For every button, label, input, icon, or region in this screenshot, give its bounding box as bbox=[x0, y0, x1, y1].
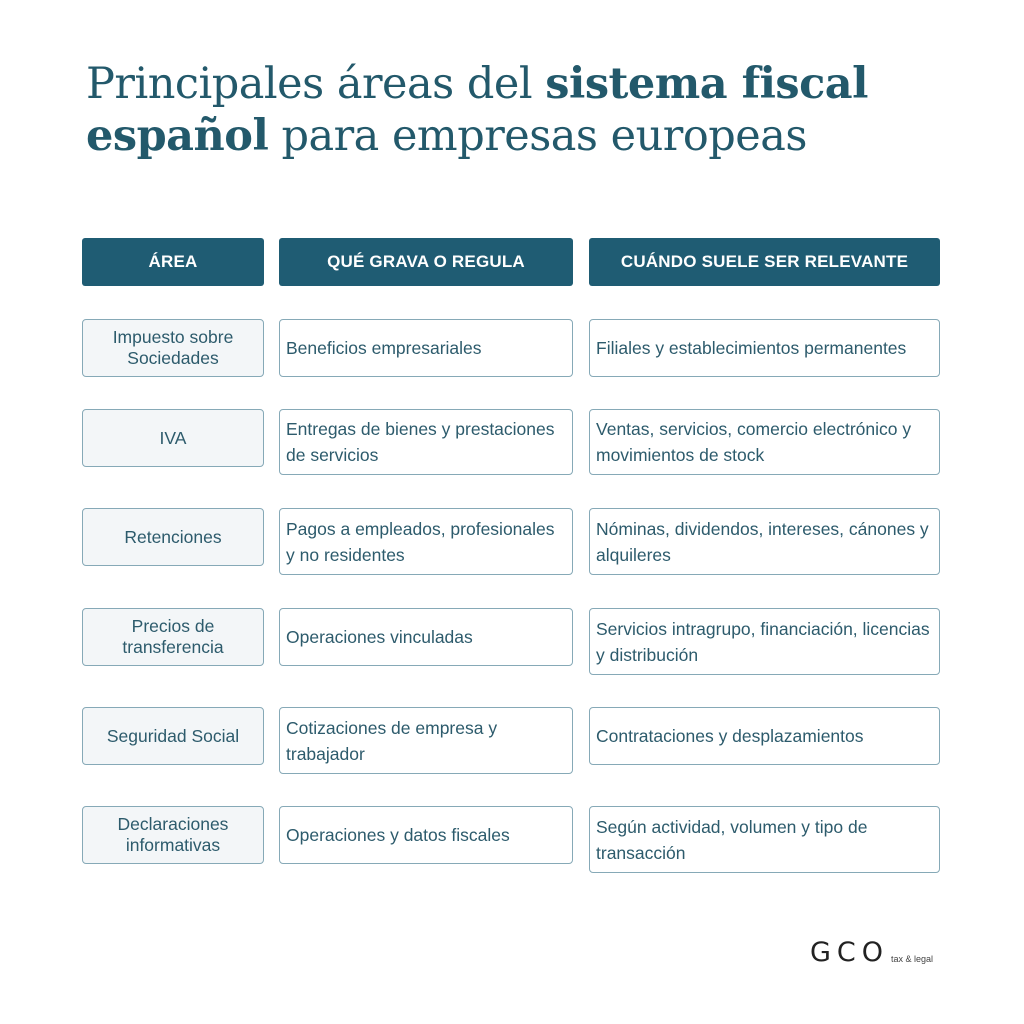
grava-cell bbox=[279, 707, 573, 774]
logo-mark: GCO bbox=[810, 937, 890, 968]
area-cell bbox=[82, 608, 264, 666]
relevante-text: Nóminas, dividendos, intereses, cánones y alquileres bbox=[596, 518, 929, 565]
header-cuando-relevante: CUÁNDO SUELE SER RELEVANTE bbox=[589, 238, 940, 286]
area-label: IVA bbox=[159, 427, 187, 448]
relevante-cell bbox=[589, 608, 940, 675]
grava-cell bbox=[279, 319, 573, 377]
area-label: Seguridad Social bbox=[106, 725, 240, 746]
relevante-cell bbox=[589, 319, 940, 377]
relevante-cell bbox=[589, 806, 940, 873]
grava-text: Beneficios empresariales bbox=[286, 338, 482, 358]
gco-logo bbox=[810, 938, 933, 968]
title-bold-2: español bbox=[86, 111, 269, 161]
area-label: Impuesto sobre Sociedades bbox=[112, 327, 234, 368]
relevante-text: Ventas, servicios, comercio electrónico y movimientos de stock bbox=[596, 419, 912, 465]
grava-text: Pagos a empleados, profesionales y no residentes bbox=[286, 518, 555, 565]
page-title bbox=[86, 58, 886, 162]
relevante-text: Filiales y establecimientos permanentes bbox=[596, 338, 907, 358]
title-part-2: para empresas europeas bbox=[268, 111, 807, 161]
area-label: Declaraciones informativas bbox=[117, 814, 229, 855]
grava-cell bbox=[279, 508, 573, 575]
relevante-cell bbox=[589, 508, 940, 575]
area-label: Retenciones bbox=[124, 526, 222, 547]
grava-cell bbox=[279, 806, 573, 864]
header-area: ÁREA bbox=[82, 238, 264, 286]
title-part-1: Principales áreas del bbox=[86, 59, 546, 109]
relevante-cell bbox=[589, 707, 940, 765]
area-cell bbox=[82, 508, 264, 566]
grava-text: Operaciones vinculadas bbox=[286, 627, 473, 647]
title-bold-1: sistema fiscal bbox=[545, 59, 869, 109]
logo-subtitle: tax & legal bbox=[891, 954, 934, 964]
grava-cell bbox=[279, 608, 573, 666]
area-cell bbox=[82, 319, 264, 377]
grava-text: Entregas de bienes y prestaciones de servicios bbox=[286, 419, 555, 465]
relevante-cell bbox=[589, 409, 940, 475]
relevante-text: Servicios intragrupo, financiación, licencias y distribución bbox=[596, 618, 930, 665]
header-que-grava: QUÉ GRAVA O REGULA bbox=[279, 238, 573, 286]
area-cell bbox=[82, 409, 264, 467]
relevante-text: Según actividad, volumen y tipo de transacción bbox=[596, 816, 868, 863]
area-label: Precios de transferencia bbox=[122, 616, 224, 657]
grava-text: Cotizaciones de empresa y trabajador bbox=[286, 717, 498, 764]
grava-cell bbox=[279, 409, 573, 475]
grava-text: Operaciones y datos fiscales bbox=[286, 825, 510, 845]
area-cell bbox=[82, 707, 264, 765]
relevante-text: Contrataciones y desplazamientos bbox=[596, 726, 864, 746]
area-cell bbox=[82, 806, 264, 864]
